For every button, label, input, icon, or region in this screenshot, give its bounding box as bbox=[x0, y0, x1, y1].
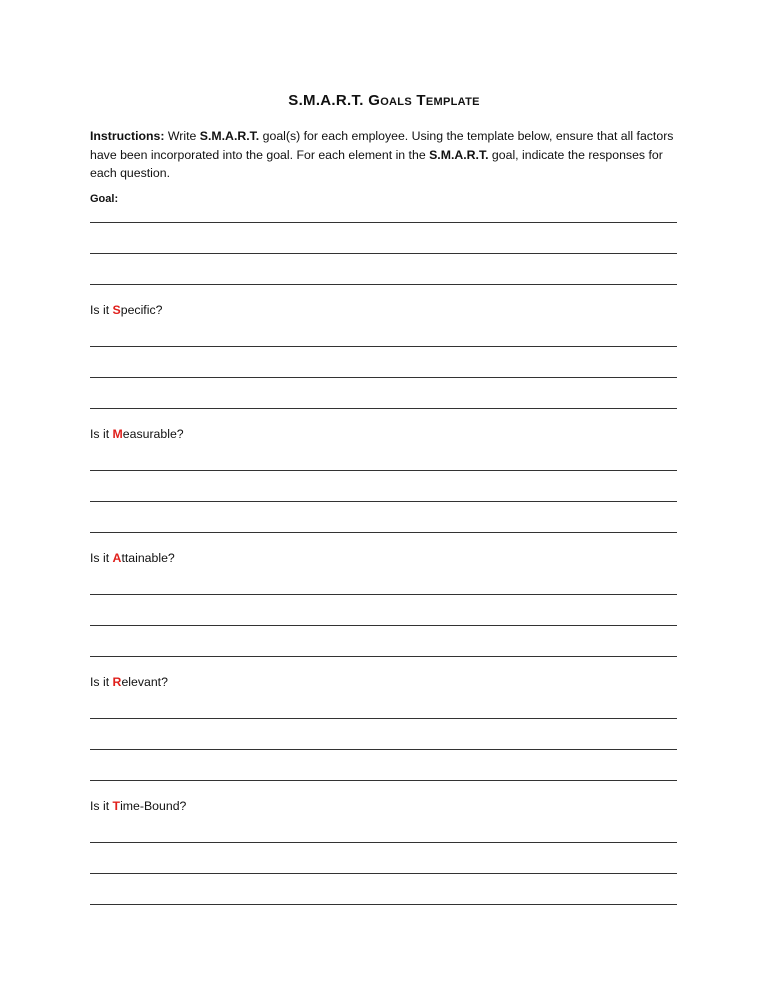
answer-line[interactable] bbox=[90, 408, 677, 409]
smart-letter: A bbox=[112, 551, 122, 565]
answer-line[interactable] bbox=[90, 532, 677, 533]
smart-term: S.M.A.R.T. bbox=[199, 129, 260, 143]
smart-letter: M bbox=[112, 427, 123, 441]
instructions-text: Write bbox=[164, 129, 200, 143]
question-rest: pecific? bbox=[120, 303, 163, 317]
goal-label: Goal: bbox=[90, 193, 119, 205]
answer-line[interactable] bbox=[90, 501, 677, 502]
question-label bbox=[90, 675, 168, 689]
smart-term: S.M.A.R.T. bbox=[429, 147, 489, 162]
instructions-text: goal, indicate the responses for each question. bbox=[90, 147, 663, 180]
goal-answer-line[interactable] bbox=[90, 284, 677, 285]
smart-letter: T bbox=[112, 799, 121, 813]
answer-line[interactable] bbox=[90, 718, 677, 719]
answer-line[interactable] bbox=[90, 904, 677, 905]
answer-line[interactable] bbox=[90, 594, 677, 595]
question-rest: ime-Bound? bbox=[120, 799, 187, 813]
smart-letter: S bbox=[112, 303, 121, 317]
answer-line[interactable] bbox=[90, 656, 677, 657]
question-rest: elevant? bbox=[121, 675, 168, 689]
answer-line[interactable] bbox=[90, 625, 677, 626]
answer-line[interactable] bbox=[90, 346, 677, 347]
question-label bbox=[90, 799, 186, 813]
question-prefix: Is it bbox=[90, 799, 113, 813]
question-label bbox=[90, 303, 162, 317]
answer-line[interactable] bbox=[90, 873, 677, 874]
question-prefix: Is it bbox=[90, 675, 113, 689]
question-prefix: Is it bbox=[90, 303, 113, 317]
question-label bbox=[90, 427, 184, 441]
answer-line[interactable] bbox=[90, 377, 677, 378]
question-prefix: Is it bbox=[90, 427, 113, 441]
instructions bbox=[90, 127, 690, 183]
smart-letter: R bbox=[112, 675, 122, 689]
goal-answer-line[interactable] bbox=[90, 222, 677, 223]
answer-line[interactable] bbox=[90, 780, 677, 781]
page-title: S.M.A.R.T. Goals Template bbox=[288, 92, 480, 109]
instructions-text: goal(s) for each employee. Using the template below, ensure that all factors have been incorporated into the goal. For each element in the bbox=[90, 129, 674, 162]
question-prefix: Is it bbox=[90, 551, 113, 565]
answer-line[interactable] bbox=[90, 842, 677, 843]
answer-line[interactable] bbox=[90, 749, 677, 750]
question-rest: easurable? bbox=[122, 427, 184, 441]
question-rest: ttainable? bbox=[121, 551, 175, 565]
answer-line[interactable] bbox=[90, 470, 677, 471]
instructions-label: Instructions: bbox=[90, 129, 165, 143]
goal-answer-line[interactable] bbox=[90, 253, 677, 254]
question-label bbox=[90, 551, 175, 565]
